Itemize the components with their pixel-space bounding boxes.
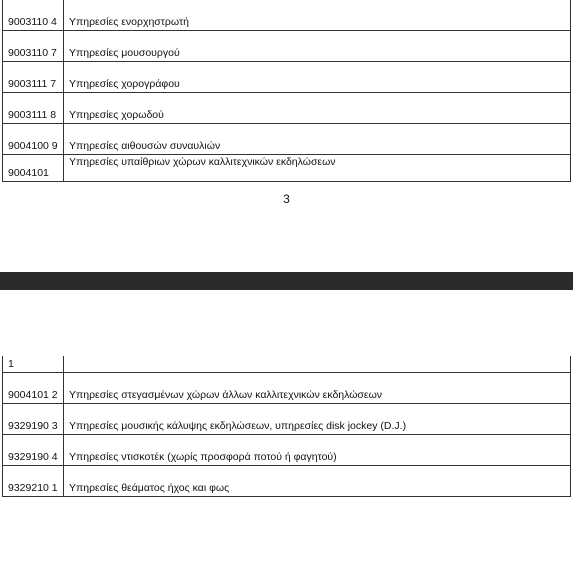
service-description: Υπηρεσίες υπαίθριων χώρων καλλιτεχνικών εκδηλώσεων — [64, 155, 571, 182]
service-description: Υπηρεσίες αιθουσών συναυλιών — [64, 124, 571, 155]
service-description: Υπηρεσίες θεάματος ήχος και φως — [64, 466, 571, 497]
service-description — [64, 356, 571, 373]
service-description: Υπηρεσίες χορογράφου — [64, 62, 571, 93]
table-row — [3, 93, 571, 124]
service-code: 9004101 — [3, 155, 64, 182]
document-page-bottom — [0, 290, 573, 586]
services-table-top — [2, 0, 571, 182]
table-row — [3, 124, 571, 155]
service-code: 9329190 4 — [3, 435, 64, 466]
service-description: Υπηρεσίες μουσικής κάλυψης εκδηλώσεων, υπηρεσίες disk jockey (D.J.) — [64, 404, 571, 435]
page-number: 3 — [283, 192, 290, 206]
table-row — [3, 62, 571, 93]
service-code: 9003111 7 — [3, 62, 64, 93]
table-row — [3, 466, 571, 497]
table-row — [3, 373, 571, 404]
table-row — [3, 404, 571, 435]
service-code: 9004101 2 — [3, 373, 64, 404]
service-code: 9003110 7 — [3, 31, 64, 62]
service-description: Υπηρεσίες ενορχηστρωτή — [64, 0, 571, 31]
service-code: 9003111 8 — [3, 93, 64, 124]
service-description: Υπηρεσίες στεγασμένων χώρων άλλων καλλιτεχνικών εκδηλώσεων — [64, 373, 571, 404]
page-separator — [0, 272, 573, 290]
table-row — [3, 356, 571, 373]
table-row — [3, 31, 571, 62]
service-code: 9329210 1 — [3, 466, 64, 497]
service-code: 9329190 3 — [3, 404, 64, 435]
document-page-top — [0, 0, 573, 272]
table-row — [3, 0, 571, 31]
service-description: Υπηρεσίες ντισκοτέκ (χωρίς προσφορά ποτού ή φαγητού) — [64, 435, 571, 466]
table-row — [3, 435, 571, 466]
service-code: 1 — [3, 356, 64, 373]
service-description: Υπηρεσίες χορωδού — [64, 93, 571, 124]
table-row — [3, 155, 571, 182]
service-code: 9003110 4 — [3, 0, 64, 31]
service-description: Υπηρεσίες μουσουργού — [64, 31, 571, 62]
service-code: 9004100 9 — [3, 124, 64, 155]
services-table-bottom — [2, 356, 571, 497]
